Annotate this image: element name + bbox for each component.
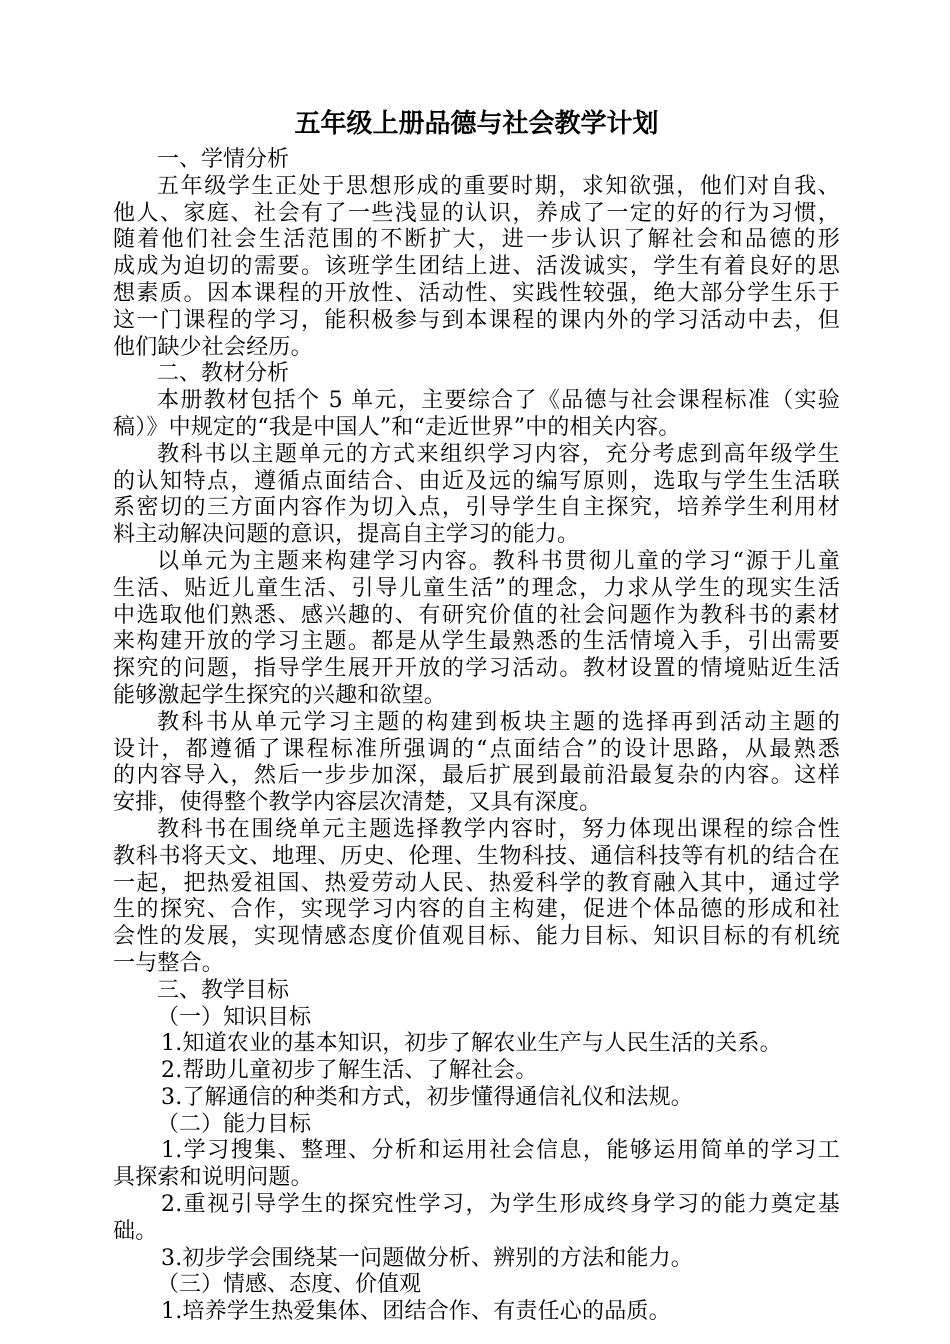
text-line: 想素质。因本课程的开放性、活动性、实践性较强，绝大部分学生乐于 xyxy=(113,280,840,306)
text-line: 他人、家庭、社会有了一些浅显的认识，养成了一定的好的行为习惯， xyxy=(113,200,840,226)
paragraph-textbook-units xyxy=(113,388,840,442)
paragraph-design-approach xyxy=(113,710,840,817)
text-line: 生的探究、合作，实现学习内容的自主构建，促进个体品德的形成和社 xyxy=(113,897,840,923)
text-line: 能够激起学生探究的兴趣和欲望。 xyxy=(113,682,447,708)
text-line: 料主动解决问题的意识，提高自主学习的能力。 xyxy=(113,522,580,548)
text-line: 探究的问题，指导学生展开开放的学习活动。教材设置的情境贴近生活 xyxy=(113,656,840,682)
text-line: 这一门课程的学习，能积极参与到本课程的课内外的学习活动中去，但 xyxy=(113,307,840,333)
knowledge-goal-item: 1.知道农业的基本知识，初步了解农业生产与人民生活的关系。 xyxy=(161,1031,782,1057)
paragraph-textbook-themes xyxy=(113,442,840,549)
subheading-knowledge-goals: （一）知识目标 xyxy=(157,1004,312,1030)
text-line: 一与整合。 xyxy=(113,950,225,976)
text-line: 本册教材包括个 5 单元，主要综合了《品德与社会课程标准（实验 xyxy=(157,388,840,414)
subheading-ability-goals: （二）能力目标 xyxy=(157,1111,312,1137)
section-heading-3: 三、教学目标 xyxy=(157,977,290,1003)
text-line: 稿）》中规定的“我是中国人”和“走近世界”中的相关内容。 xyxy=(113,414,681,440)
text-line: 础。 xyxy=(113,1218,158,1244)
text-line: 2.重视引导学生的探究性学习，为学生形成终身学习的能力奠定基 xyxy=(161,1192,840,1218)
text-line: 设计，都遵循了课程标准所强调的“点面结合”的设计思路，从最熟悉 xyxy=(113,736,840,762)
knowledge-goal-item: 2.帮助儿童初步了解生活、了解社会。 xyxy=(161,1058,538,1084)
text-line: 生活、贴近儿童生活、引导儿童生活”的理念，力求从学生的现实生活 xyxy=(113,575,840,601)
text-line: 的内容导入，然后一步步加深，最后扩展到最前沿最复杂的内容。这样 xyxy=(113,763,840,789)
text-line: 来构建开放的学习主题。都是从学生最熟悉的生活情境入手，引出需要 xyxy=(113,629,840,655)
knowledge-goal-item: 3.了解通信的种类和方式，初步懂得通信礼仪和法规。 xyxy=(161,1084,693,1110)
text-line: 随着他们社会生活范围的不断扩大，进一步认识了解社会和品德的形 xyxy=(113,227,840,253)
section-heading-2: 二、教材分析 xyxy=(157,361,290,387)
text-line: 一起，把热爱祖国、热爱劳动人民、热爱科学的教育融入其中，通过学 xyxy=(113,870,840,896)
text-line: 教科书以主题单元的方式来组织学习内容，充分考虑到高年级学生 xyxy=(157,441,840,467)
subheading-emotion-goals: （三）情感、态度、价值观 xyxy=(157,1272,422,1298)
ability-goal-item: 3.初步学会围绕某一问题做分析、辨别的方法和能力。 xyxy=(161,1245,693,1271)
text-line: 1.学习搜集、整理、分析和运用社会信息，能够运用简单的学习工 xyxy=(161,1138,840,1164)
emotion-goal-item: 1.培养学生热爱集体、团结合作、有责任心的品质。 xyxy=(161,1299,671,1325)
text-line: 教科书将天文、地理、历史、伦理、生物科技、通信科技等有机的结合在 xyxy=(113,843,840,869)
paragraph-unit-construction xyxy=(113,549,840,710)
text-line: 教科书在围绕单元主题选择教学内容时，努力体现出课程的综合性 xyxy=(157,816,840,842)
text-line: 的认知特点，遵循点面结合、由近及远的编写原则，选取与学生生活联 xyxy=(113,468,840,494)
paragraph-integration xyxy=(113,817,840,978)
document-title: 五年级上册品德与社会教学计划 xyxy=(294,109,659,139)
text-line: 教科书从单元学习主题的构建到板块主题的选择再到活动主题的 xyxy=(157,709,840,735)
ability-goal-item xyxy=(113,1192,840,1246)
text-line: 他们缺少社会经历。 xyxy=(113,334,313,360)
paragraph-student-analysis xyxy=(113,174,840,362)
text-line: 安排，使得整个教学内容层次清楚，又具有深度。 xyxy=(113,790,602,816)
text-line: 系密切的三方面内容作为切入点，引导学生自主探究，培养学生利用材 xyxy=(113,495,840,521)
document-body xyxy=(113,104,840,1326)
text-line: 具探索和说明问题。 xyxy=(113,1165,313,1191)
section-heading-1: 一、学情分析 xyxy=(157,147,290,172)
ability-goal-item xyxy=(113,1138,840,1192)
text-line: 中选取他们熟悉、感兴趣的、有研究价值的社会问题作为教科书的素材 xyxy=(113,602,840,628)
text-line: 会性的发展，实现情感态度价值观目标、能力目标、知识目标的有机统 xyxy=(113,924,840,950)
text-line: 成成为迫切的需要。该班学生团结上进、活泼诚实，学生有着良好的思 xyxy=(113,254,840,280)
text-line: 五年级学生正处于思想形成的重要时期，求知欲强，他们对自我、 xyxy=(157,173,840,199)
text-line: 以单元为主题来构建学习内容。教科书贯彻儿童的学习“源于儿童 xyxy=(157,548,840,574)
